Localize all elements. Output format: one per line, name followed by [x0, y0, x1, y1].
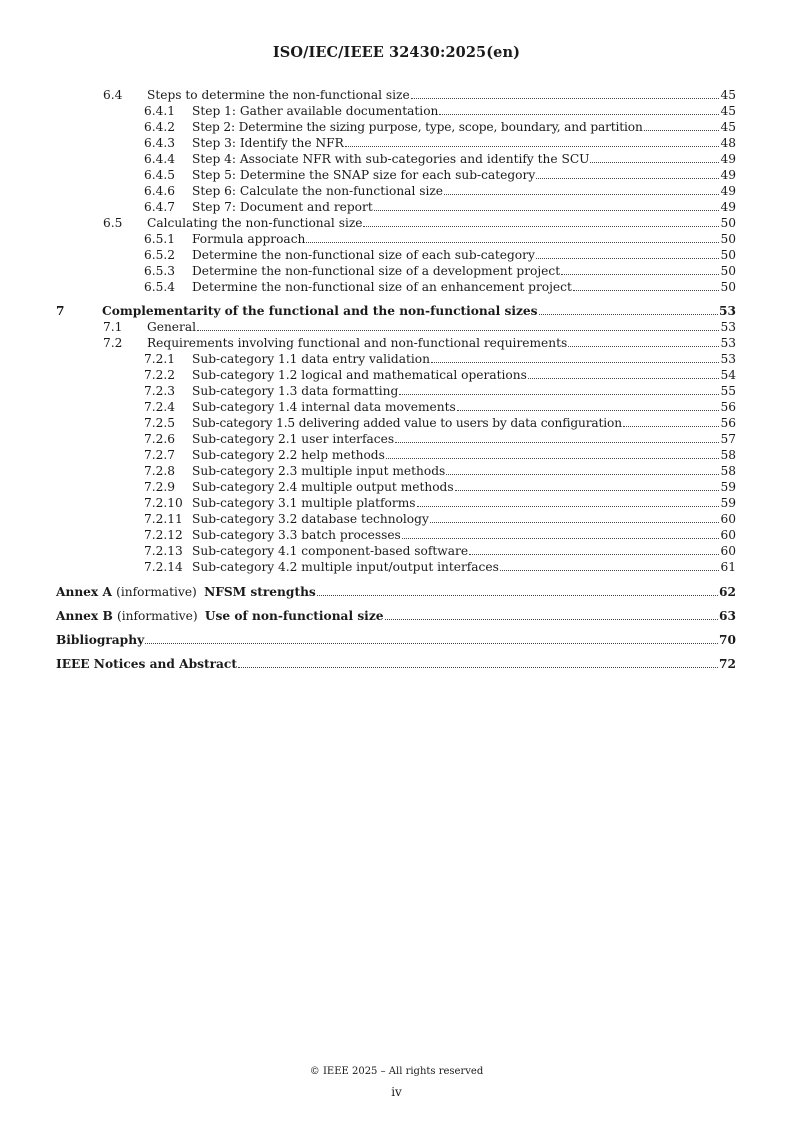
running-header: ISO/IEC/IEEE 32430:2025(en): [272, 44, 521, 61]
toc-entry-6-5-1[interactable]: [144, 230, 736, 246]
dot-leader: [455, 490, 720, 491]
toc-page: 61: [720, 560, 736, 574]
toc-entry-6-5-2[interactable]: [144, 246, 736, 262]
annex-prefix: Annex B: [56, 609, 113, 623]
toc-title: Step 6: Calculate the non-functional size: [192, 184, 444, 198]
toc-page: 57: [720, 432, 736, 446]
toc-entry-7-2-6[interactable]: [144, 430, 736, 446]
toc-page: 60: [720, 544, 736, 558]
toc-title: Sub-category 1.4 internal data movements: [192, 400, 456, 414]
toc-title: Sub-category 3.3 batch processes: [192, 528, 401, 542]
toc-entry-6-4-4[interactable]: [144, 150, 736, 166]
toc-number: 6.5.3: [144, 264, 176, 278]
toc-title: Sub-category 1.2 logical and mathematical operations: [192, 368, 527, 382]
dot-leader: [568, 346, 719, 347]
toc-page: 56: [720, 400, 736, 414]
toc-page: 45: [720, 104, 736, 118]
toc-number: 7.2.3: [144, 384, 176, 398]
toc-entry-7-2-9[interactable]: [144, 478, 736, 494]
toc-title: Step 7: Document and report: [192, 200, 373, 214]
toc-number: 7.2.2: [144, 368, 176, 382]
toc-page: 50: [720, 232, 736, 246]
toc-entry-7-2-2[interactable]: [144, 366, 736, 382]
dot-leader: [411, 98, 720, 99]
toc-number: 6.5.1: [144, 232, 176, 246]
toc-entry-6-4-3[interactable]: [144, 134, 736, 150]
toc-title: Sub-category 4.2 multiple input/output interfaces: [192, 560, 499, 574]
toc-entry-7-2-1[interactable]: [144, 350, 736, 366]
toc-number: 6.5.2: [144, 248, 176, 262]
toc-entry-7-2-5[interactable]: [144, 414, 736, 430]
dot-leader: [446, 474, 719, 475]
toc-number: 6.5.4: [144, 280, 176, 294]
dot-leader: [469, 554, 719, 555]
dot-leader: [528, 378, 720, 379]
dot-leader: [536, 258, 720, 259]
toc-page: 55: [720, 384, 736, 398]
toc-page: 58: [720, 448, 736, 462]
toc-page: 60: [720, 512, 736, 526]
toc-title: Sub-category 2.1 user interfaces: [192, 432, 395, 446]
toc-title: Sub-category 2.3 multiple input methods: [192, 464, 446, 478]
toc-title: Sub-category 3.2 database technology: [192, 512, 429, 526]
toc-page: 53: [720, 352, 736, 366]
toc-page: 50: [720, 264, 736, 278]
toc-page: 50: [720, 216, 736, 230]
toc-page: 45: [720, 120, 736, 134]
toc-entry-7-2-3[interactable]: [144, 382, 736, 398]
toc-title: Formula approach: [192, 232, 306, 246]
toc-entry-7-2-4[interactable]: [144, 398, 736, 414]
copyright-notice: © IEEE 2025 – All rights reserved: [309, 1066, 484, 1077]
toc-title: Sub-category 2.2 help methods: [192, 448, 385, 462]
toc-number: 6.4.7: [144, 200, 176, 214]
toc-title: IEEE Notices and Abstract: [56, 657, 237, 671]
toc-page: 49: [720, 168, 736, 182]
toc-page: 49: [720, 200, 736, 214]
toc-entry-6-4-6[interactable]: [144, 182, 736, 198]
toc-page: 60: [720, 528, 736, 542]
toc-title: General: [147, 320, 196, 334]
annex-prefix: Annex A: [56, 585, 112, 599]
toc-number: 7.2.10: [144, 496, 183, 510]
toc-page: 59: [720, 480, 736, 494]
toc-entry-6-4-2[interactable]: [144, 118, 736, 134]
toc-page: 49: [720, 184, 736, 198]
toc-entry-7-2-7[interactable]: [144, 446, 736, 462]
toc-page: 50: [720, 248, 736, 262]
dot-leader: [539, 314, 719, 315]
toc-page: 50: [720, 280, 736, 294]
toc-title: Steps to determine the non-functional size: [147, 88, 410, 102]
toc-number: 7.2.6: [144, 432, 176, 446]
toc-title: Bibliography: [56, 633, 145, 647]
toc-entry-6-4-1[interactable]: [144, 102, 736, 118]
toc-number: 7.2.4: [144, 400, 176, 414]
dot-leader: [145, 643, 718, 644]
toc-title: [56, 585, 316, 599]
toc-page: 58: [720, 464, 736, 478]
toc-number: 6.4.1: [144, 104, 176, 118]
dot-leader: [386, 458, 720, 459]
toc-page: 56: [720, 416, 736, 430]
toc-number: 7.2.8: [144, 464, 176, 478]
dot-leader: [374, 210, 720, 211]
dot-leader: [363, 226, 719, 227]
dot-leader: [644, 130, 720, 131]
toc-number: 7: [56, 304, 65, 318]
dot-leader: [573, 290, 720, 291]
dot-leader: [417, 506, 720, 507]
annex-title: NFSM strengths: [204, 585, 316, 599]
toc-entry-6-5-4[interactable]: [144, 278, 736, 294]
toc-entry-7-2-8[interactable]: [144, 462, 736, 478]
toc-title: [56, 609, 384, 623]
dot-leader: [439, 114, 719, 115]
toc-number: 7.2.13: [144, 544, 183, 558]
toc-number: 6.5: [103, 216, 123, 230]
dot-leader: [590, 162, 719, 163]
dot-leader: [238, 667, 718, 668]
dot-leader: [402, 538, 720, 539]
toc-entry-7-1[interactable]: [103, 318, 736, 334]
toc-title: Step 3: Identify the NFR: [192, 136, 344, 150]
toc-number: 7.2: [103, 336, 123, 350]
annex-title: Use of non-functional size: [204, 609, 384, 623]
toc-entry-bibliography[interactable]: [56, 631, 736, 647]
toc-title: Sub-category 1.5 delivering added value to users by data configuration: [192, 416, 622, 430]
toc-number: 6.4.3: [144, 136, 176, 150]
toc-title: Step 2: Determine the sizing purpose, type, scope, boundary, and partition: [192, 120, 643, 134]
toc-page: 53: [719, 304, 736, 318]
toc-entry-annex-b[interactable]: [56, 607, 736, 623]
toc-entry-7-2[interactable]: [103, 334, 736, 350]
toc-page: 53: [720, 320, 736, 334]
toc-entry-ieee-notices[interactable]: [56, 655, 736, 671]
toc-number: 7.2.7: [144, 448, 176, 462]
toc-number: 7.2.12: [144, 528, 183, 542]
toc-entry-6-5[interactable]: [103, 214, 736, 230]
toc-page: 45: [720, 88, 736, 102]
toc-page: 62: [719, 585, 736, 599]
toc-entry-7[interactable]: [56, 302, 736, 318]
dot-leader: [431, 362, 720, 363]
dot-leader: [430, 522, 720, 523]
toc-page: 59: [720, 496, 736, 510]
dot-leader: [444, 194, 719, 195]
toc-title: Sub-category 4.1 component-based software: [192, 544, 469, 558]
toc-number: 7.2.1: [144, 352, 176, 366]
toc-title: Complementarity of the functional and the non-functional sizes: [102, 304, 538, 318]
dot-leader: [536, 178, 719, 179]
toc-page: 70: [719, 633, 736, 647]
toc-entry-6-5-3[interactable]: [144, 262, 736, 278]
toc-entry-7-2-14[interactable]: [144, 558, 736, 574]
toc-title: Step 5: Determine the SNAP size for each sub-category: [192, 168, 536, 182]
toc-page: 49: [720, 152, 736, 166]
toc-page: 72: [719, 657, 736, 671]
toc-title: Sub-category 3.1 multiple platforms: [192, 496, 416, 510]
dot-leader: [197, 330, 719, 331]
toc-title: Determine the non-functional size of an enhancement project: [192, 280, 572, 294]
dot-leader: [395, 442, 719, 443]
toc-title: Sub-category 1.1 data entry validation: [192, 352, 430, 366]
dot-leader: [399, 394, 719, 395]
annex-qualifier: (informative): [117, 609, 198, 623]
toc-number: 6.4.5: [144, 168, 176, 182]
toc-page: 48: [720, 136, 736, 150]
toc-number: 6.4.2: [144, 120, 176, 134]
dot-leader: [345, 146, 720, 147]
toc-title: Sub-category 2.4 multiple output methods: [192, 480, 454, 494]
toc-page: 54: [720, 368, 736, 382]
toc-entry-6-4-5[interactable]: [144, 166, 736, 182]
toc-title: Requirements involving functional and non-functional requirements: [147, 336, 568, 350]
toc-number: 7.2.9: [144, 480, 176, 494]
toc-title: Step 1: Gather available documentation: [192, 104, 439, 118]
toc-entry-7-2-11[interactable]: [144, 510, 736, 526]
toc-entry-6-4[interactable]: [103, 86, 736, 102]
toc-title: Determine the non-functional size of a development project: [192, 264, 561, 278]
toc-number: 7.2.11: [144, 512, 183, 526]
toc-number: 7.2.14: [144, 560, 183, 574]
toc-title: Determine the non-functional size of each sub-category: [192, 248, 535, 262]
page-number: iv: [391, 1085, 402, 1099]
toc-entry-7-2-13[interactable]: [144, 542, 736, 558]
toc-number: 6.4.4: [144, 152, 176, 166]
toc-entry-6-4-7[interactable]: [144, 198, 736, 214]
toc-page: 53: [720, 336, 736, 350]
dot-leader: [457, 410, 720, 411]
toc-number: 6.4: [103, 88, 123, 102]
toc-number: 7.1: [103, 320, 123, 334]
toc-number: 7.2.5: [144, 416, 176, 430]
dot-leader: [623, 426, 720, 427]
dot-leader: [385, 619, 719, 620]
annex-qualifier: (informative): [116, 585, 197, 599]
toc-title: Sub-category 1.3 data formatting: [192, 384, 399, 398]
dot-leader: [306, 242, 719, 243]
dot-leader: [500, 570, 720, 571]
toc-title: Calculating the non-functional size: [147, 216, 363, 230]
dot-leader: [561, 274, 719, 275]
toc-title: Step 4: Associate NFR with sub-categories and identify the SCU: [192, 152, 590, 166]
toc-entry-annex-a[interactable]: [56, 583, 736, 599]
toc-entry-7-2-10[interactable]: [144, 494, 736, 510]
toc-number: 6.4.6: [144, 184, 176, 198]
toc-page: 63: [719, 609, 736, 623]
dot-leader: [317, 595, 718, 596]
toc-entry-7-2-12[interactable]: [144, 526, 736, 542]
